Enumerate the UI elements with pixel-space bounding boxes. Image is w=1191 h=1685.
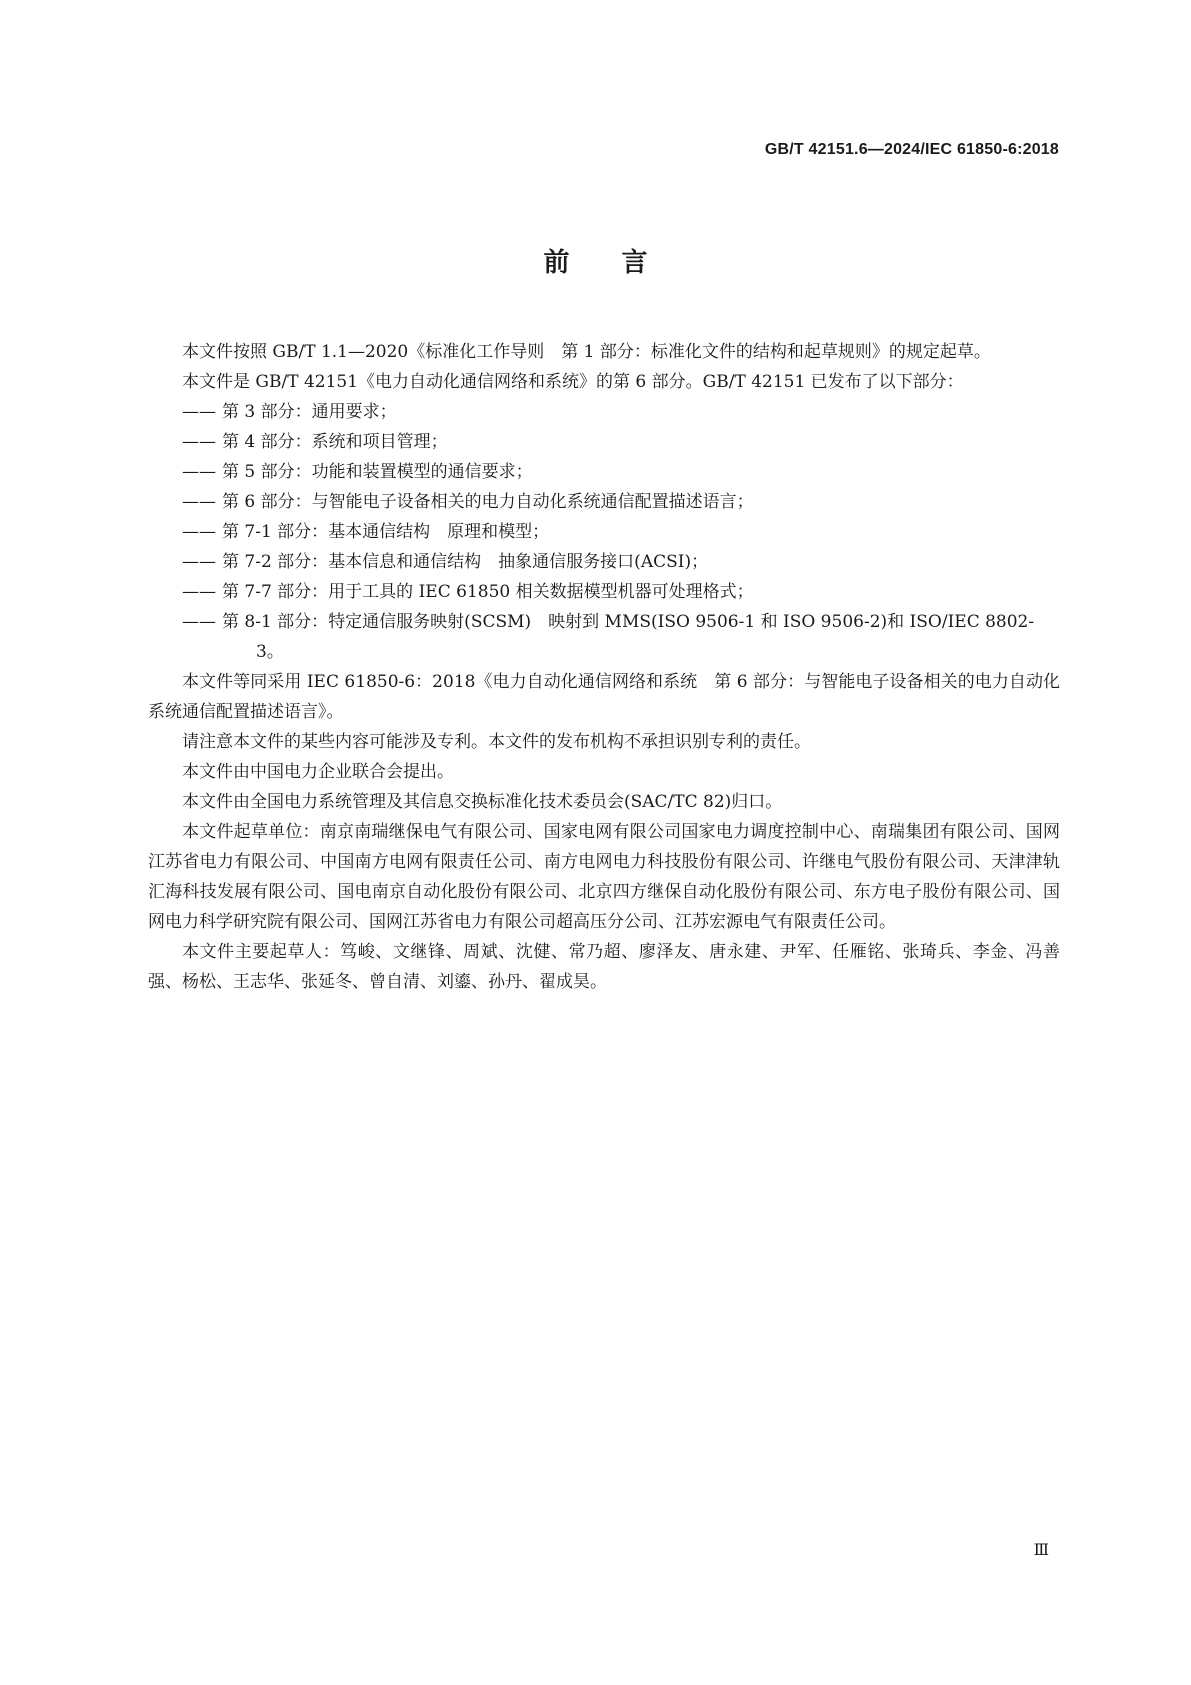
list-item-text: 第 4 部分：系统和项目管理；	[222, 432, 448, 452]
list-dash: ——	[182, 462, 216, 482]
list-item-text: 第 7-7 部分：用于工具的 IEC 61850 相关数据模型机器可处理格式；	[222, 582, 754, 602]
list-item	[182, 607, 1060, 667]
published-parts-list	[148, 397, 1060, 667]
paragraph-drafters: 本文件主要起草人：笃峻、文继锋、周斌、沈健、常乃超、廖泽友、唐永建、尹军、任雁铭、张琦兵、李金、冯善强、杨松、王志华、张延冬、曾自清、刘鎏、孙丹、翟成昊。	[148, 942, 1060, 992]
list-dash: ——	[182, 612, 216, 632]
list-dash: ——	[182, 552, 216, 572]
list-item	[182, 517, 1060, 547]
list-item	[182, 397, 1060, 427]
list-item	[182, 457, 1060, 487]
list-item-text: 第 6 部分：与智能电子设备相关的电力自动化系统通信配置描述语言；	[222, 492, 754, 512]
paragraph-administrator: 本文件由全国电力系统管理及其信息交换标准化技术委员会(SAC/TC 82)归口。	[182, 792, 783, 812]
page-title: 前言	[543, 248, 700, 278]
foreword-body	[148, 337, 1060, 997]
list-item	[182, 547, 1060, 577]
list-item-text: 第 7-2 部分：基本信息和通信结构 抽象通信服务接口(ACSI)；	[222, 552, 709, 572]
paragraph-drafting-rules: 本文件按照 GB/T 1.1—2020《标准化工作导则 第 1 部分：标准化文件的结构和起草规则》的规定起草。	[182, 342, 991, 362]
list-item-text: 第 5 部分：功能和装置模型的通信要求；	[222, 462, 533, 482]
paragraph-drafting-organizations: 本文件起草单位：南京南瑞继保电气有限公司、国家电网有限公司国家电力调度控制中心、南瑞集团有限公司、国网江苏省电力有限公司、中国南方电网有限责任公司、南方电网电力科技股份有限公司、许继电气股份有限公司、天津津轨汇海科技发展有限公司、国电南京自动化股份有限公司、北京四方继保自动化股份有限公司、东方电子股份有限公司、国网电力科学研究院有限公司、国网江苏省电力有限公司超高压分公司、江苏宏源电气有限责任公司。	[148, 822, 1060, 932]
list-item	[182, 427, 1060, 457]
list-item	[182, 577, 1060, 607]
list-dash: ——	[182, 582, 216, 602]
list-dash: ——	[182, 492, 216, 512]
list-dash: ——	[182, 522, 216, 542]
paragraph-series-intro: 本文件是 GB/T 42151《电力自动化通信网络和系统》的第 6 部分。GB/T 42151 已发布了以下部分：	[182, 372, 964, 392]
list-item-text: 第 7-1 部分：基本通信结构 原理和模型；	[222, 522, 550, 542]
list-item-text: 第 8-1 部分：特定通信服务映射(SCSM) 映射到 MMS(ISO 9506-1 和 ISO 9506-2)和 ISO/IEC 8802-3。	[222, 612, 1035, 662]
paragraph-adoption: 本文件等同采用 IEC 61850-6：2018《电力自动化通信网络和系统 第 6 部分：与智能电子设备相关的电力自动化系统通信配置描述语言》。	[148, 672, 1060, 722]
list-dash: ——	[182, 432, 216, 452]
list-item-text: 第 3 部分：通用要求；	[222, 402, 397, 422]
paragraph-patent-notice: 请注意本文件的某些内容可能涉及专利。本文件的发布机构不承担识别专利的责任。	[182, 732, 811, 752]
page-number: Ⅲ	[1033, 1542, 1049, 1559]
list-dash: ——	[182, 402, 216, 422]
list-item	[182, 487, 1060, 517]
paragraph-proposer: 本文件由中国电力企业联合会提出。	[182, 762, 454, 782]
document-code-header: GB/T 42151.6—2024/IEC 61850-6:2018	[764, 141, 1059, 158]
